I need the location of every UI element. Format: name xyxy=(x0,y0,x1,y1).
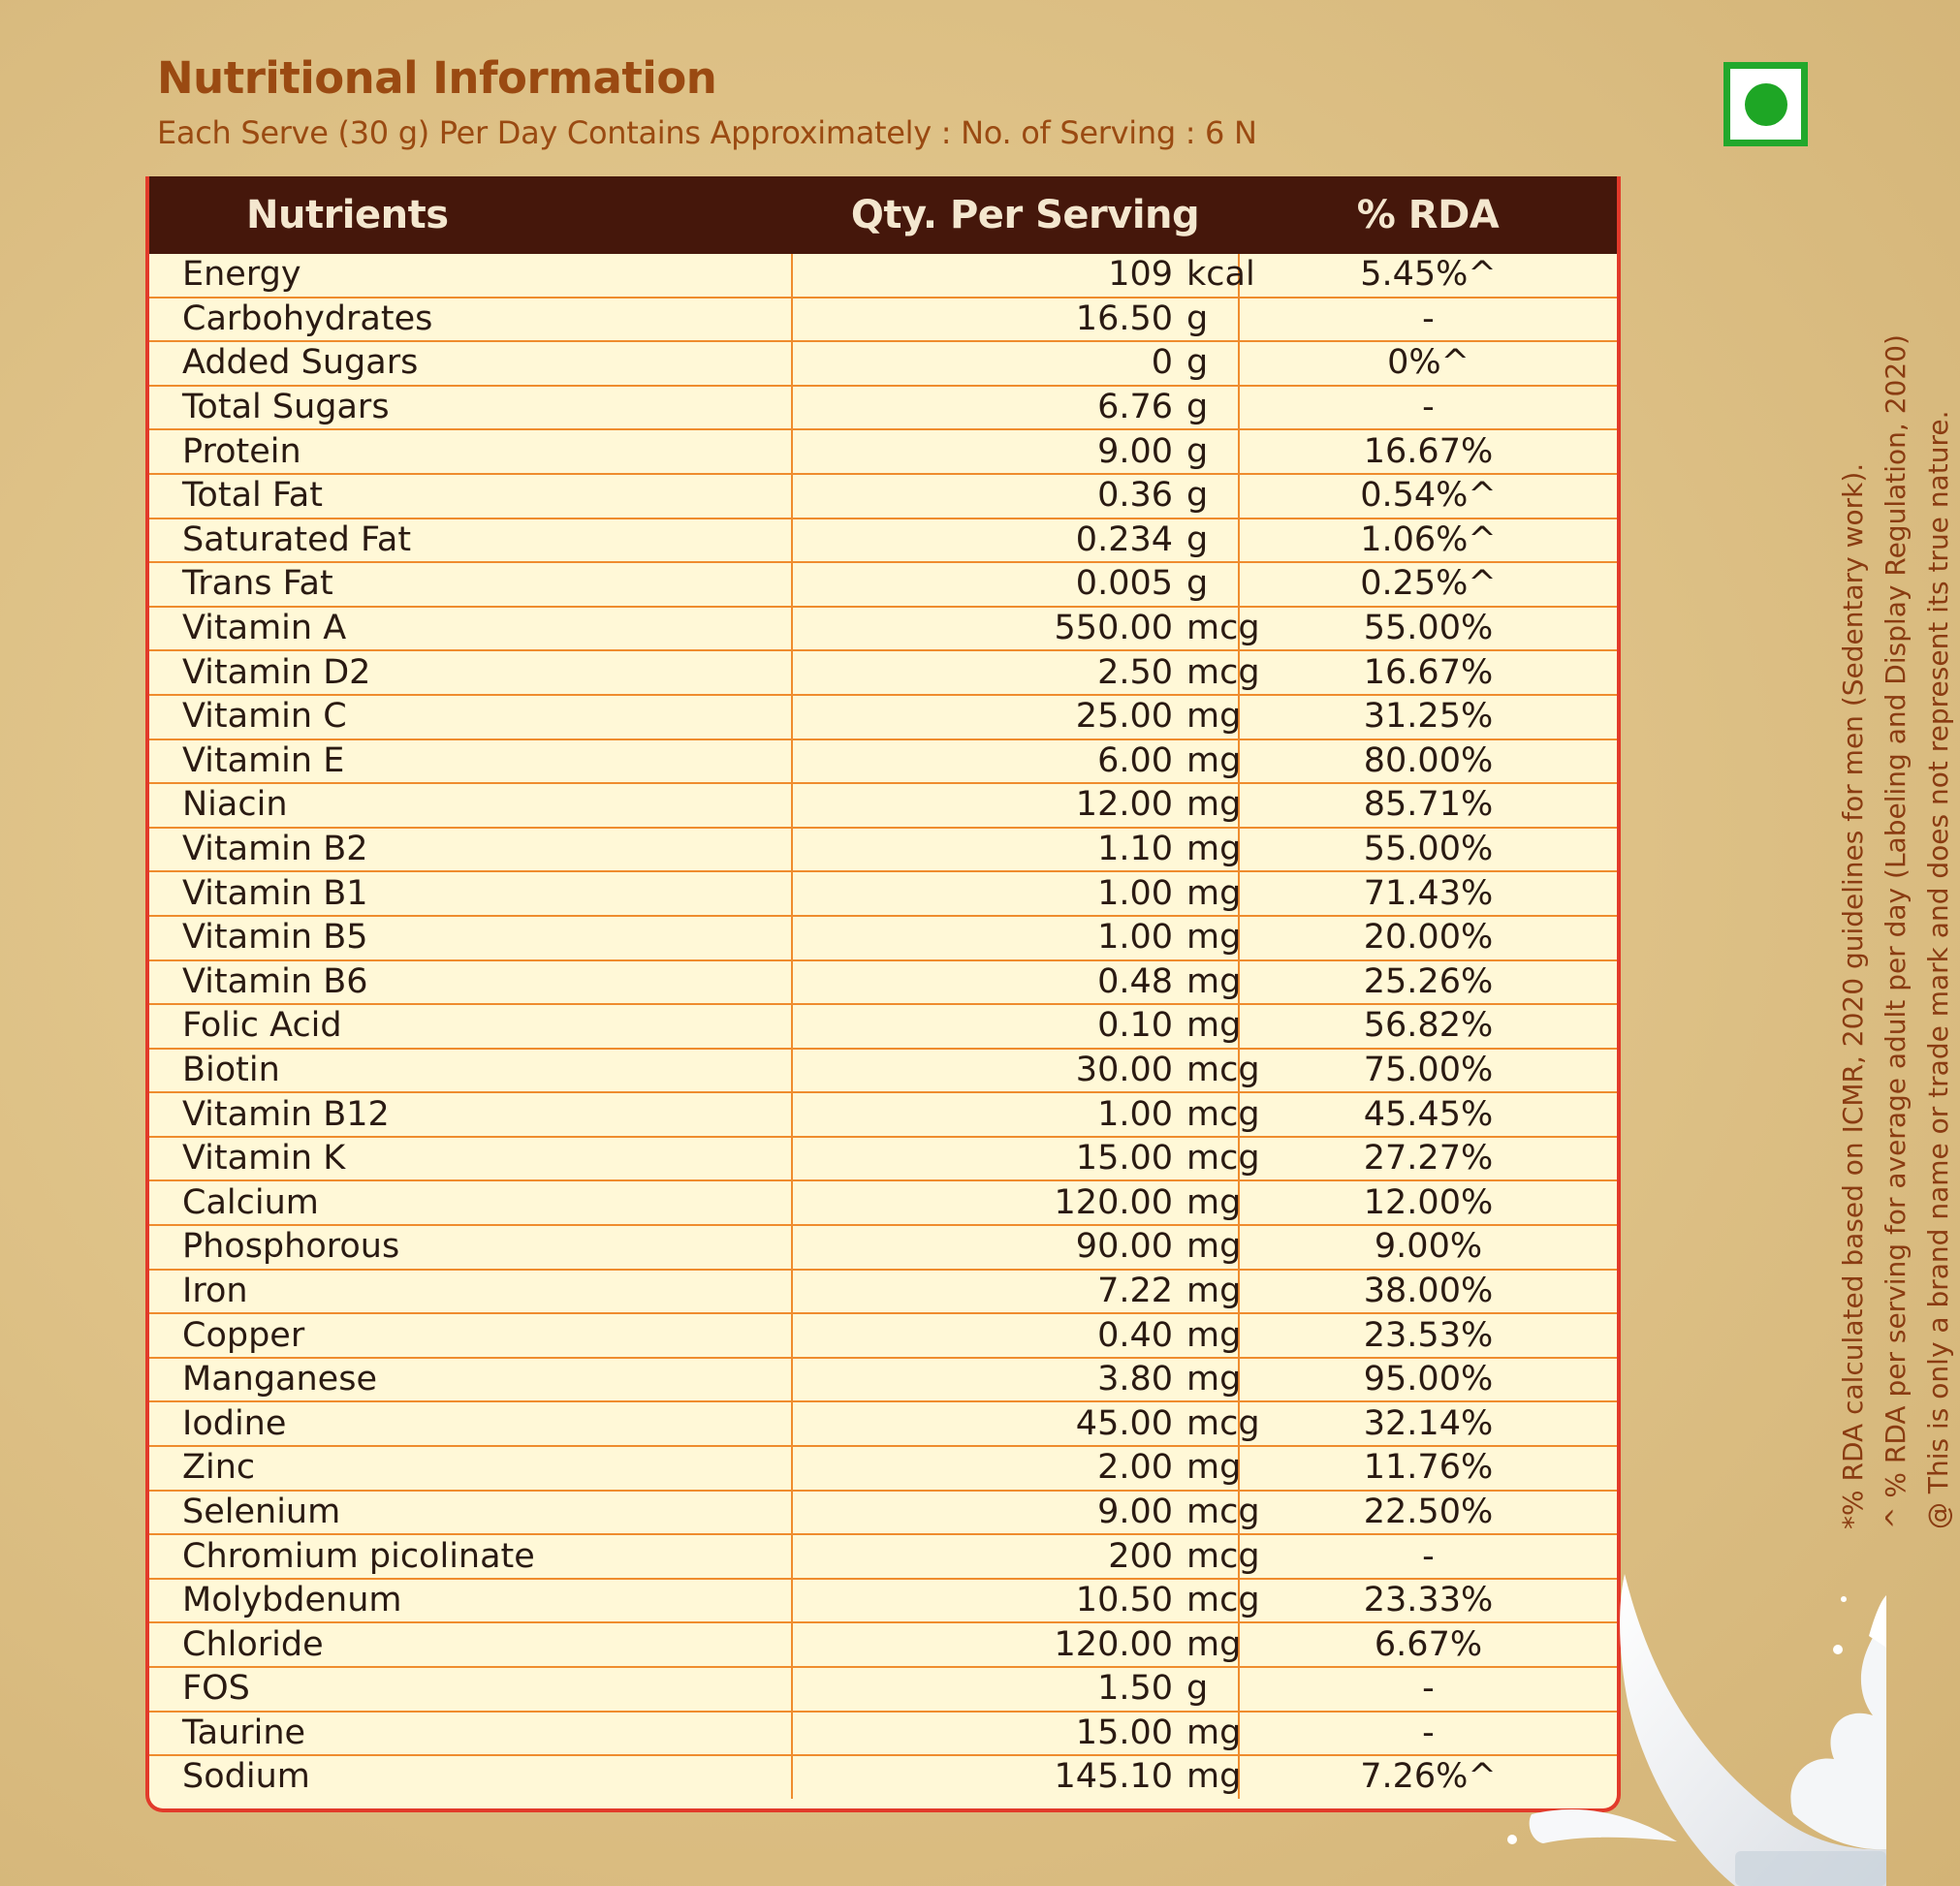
table-row xyxy=(149,695,1617,739)
nutrient-name: Saturated Fat xyxy=(149,519,792,563)
qty-value: 6.00 xyxy=(1097,740,1173,780)
table-row xyxy=(149,1225,1617,1270)
nutrient-name: Vitamin K xyxy=(149,1137,792,1181)
qty-value: 2.50 xyxy=(1097,652,1173,692)
nutrient-name: Taurine xyxy=(149,1712,792,1756)
qty-value: 1.00 xyxy=(1097,873,1173,913)
rda-value: - xyxy=(1239,1667,1617,1712)
rda-value: 12.00% xyxy=(1239,1180,1617,1225)
qty-per-serving xyxy=(792,1137,1260,1181)
qty-unit: mcg xyxy=(1186,609,1260,648)
rda-value: 85.71% xyxy=(1239,783,1617,828)
nutrition-table xyxy=(145,176,1621,1812)
table-row xyxy=(149,298,1617,342)
qty-value: 9.00 xyxy=(1097,1492,1173,1531)
nutrient-name: Copper xyxy=(149,1313,792,1358)
qty-unit: mcg xyxy=(1186,1536,1260,1576)
qty-unit: mg xyxy=(1186,740,1242,780)
qty-per-serving xyxy=(792,1534,1260,1579)
table-row xyxy=(149,960,1617,1005)
qty-per-serving xyxy=(792,1755,1242,1799)
rda-value: 95.00% xyxy=(1239,1358,1617,1402)
rda-value: 71.43% xyxy=(1239,871,1617,916)
qty-unit: mg xyxy=(1186,1227,1242,1267)
milk-splash-illustration xyxy=(1493,1560,1886,1886)
nutrient-name: Sodium xyxy=(149,1755,792,1799)
qty-unit: g xyxy=(1186,519,1209,559)
qty-per-serving xyxy=(792,695,1242,739)
nutrient-name: FOS xyxy=(149,1667,792,1712)
rda-value: 45.45% xyxy=(1239,1092,1617,1137)
qty-per-serving xyxy=(792,1358,1242,1402)
table-row xyxy=(149,1534,1617,1579)
qty-per-serving xyxy=(792,562,1239,607)
nutrient-name: Folic Acid xyxy=(149,1004,792,1049)
qty-unit: mg xyxy=(1186,1713,1242,1752)
qty-per-serving xyxy=(792,1401,1260,1446)
rda-value: 80.00% xyxy=(1239,739,1617,784)
qty-per-serving xyxy=(792,916,1242,960)
nutrient-name: Vitamin A xyxy=(149,607,792,651)
qty-unit: g xyxy=(1186,299,1209,338)
qty-per-serving xyxy=(792,1622,1242,1667)
qty-unit: mg xyxy=(1186,1624,1242,1664)
qty-unit: mcg xyxy=(1186,1139,1260,1179)
qty-per-serving xyxy=(792,783,1242,828)
qty-unit: mg xyxy=(1186,1360,1242,1399)
nutrient-name: Biotin xyxy=(149,1049,792,1093)
rda-value: 55.00% xyxy=(1239,607,1617,651)
qty-per-serving xyxy=(792,1446,1242,1491)
nutrient-name: Total Fat xyxy=(149,474,792,519)
table-header-row xyxy=(149,176,1617,254)
rda-value: - xyxy=(1239,298,1617,342)
rda-value: 16.67% xyxy=(1239,429,1617,474)
rda-value: 5.45%^ xyxy=(1360,255,1497,295)
table-row xyxy=(149,1755,1617,1799)
table-row xyxy=(149,739,1617,784)
nutrient-name: Iron xyxy=(149,1270,792,1314)
table-row xyxy=(149,1180,1617,1225)
page-title: Nutritional Information xyxy=(157,52,717,104)
qty-per-serving xyxy=(792,828,1242,872)
qty-unit: mg xyxy=(1186,1315,1242,1355)
qty-per-serving xyxy=(792,1049,1260,1093)
rda-value: 9.00% xyxy=(1239,1225,1617,1270)
qty-per-serving xyxy=(792,298,1239,342)
rda-value: - xyxy=(1239,386,1617,430)
table-row xyxy=(149,1313,1617,1358)
qty-value: 7.22 xyxy=(1097,1271,1173,1310)
table-row xyxy=(149,429,1617,474)
nutrient-name: Chromium picolinate xyxy=(149,1534,792,1579)
table-row xyxy=(149,783,1617,828)
qty-unit: mg xyxy=(1186,961,1242,1001)
footnote-labeling: ^ % RDA per serving for average adult per day (Labeling and Display Regulation, 2020) xyxy=(1880,334,1912,1529)
qty-per-serving xyxy=(792,607,1260,651)
table-row xyxy=(149,1446,1617,1491)
qty-per-serving xyxy=(792,519,1239,563)
table-row xyxy=(149,1270,1617,1314)
qty-value: 200 xyxy=(1108,1536,1173,1576)
table-row xyxy=(149,1049,1617,1093)
qty-value: 2.00 xyxy=(1097,1448,1173,1488)
qty-value: 1.10 xyxy=(1097,830,1173,869)
nutrient-name: Vitamin B2 xyxy=(149,828,792,872)
rda-value: 16.67% xyxy=(1239,650,1617,695)
table-row xyxy=(149,562,1617,607)
nutrient-name: Total Sugars xyxy=(149,386,792,430)
footnote-icmr: *% RDA calculated based on ICMR, 2020 guidelines for men (Sedentary work). xyxy=(1837,462,1869,1529)
table-body xyxy=(149,254,1617,1799)
qty-unit: g xyxy=(1186,343,1209,383)
nutrient-name: Vitamin D2 xyxy=(149,650,792,695)
qty-value: 145.10 xyxy=(1054,1757,1173,1797)
rda-value: 25.26% xyxy=(1239,960,1617,1005)
qty-unit: mg xyxy=(1186,1006,1242,1046)
qty-per-serving xyxy=(792,1180,1242,1225)
rda-value: 32.14% xyxy=(1239,1401,1617,1446)
qty-value: 0.36 xyxy=(1097,476,1173,516)
rda-value: 0.54%^ xyxy=(1239,474,1617,519)
rda-value: 11.76% xyxy=(1239,1446,1617,1491)
header-nutrients: Nutrients xyxy=(149,176,792,254)
rda-value: 38.00% xyxy=(1239,1270,1617,1314)
qty-per-serving xyxy=(792,386,1239,430)
qty-per-serving xyxy=(792,1092,1260,1137)
qty-unit: g xyxy=(1186,1669,1209,1709)
qty-value: 12.00 xyxy=(1075,785,1173,825)
qty-unit: mg xyxy=(1186,1448,1242,1488)
qty-value: 15.00 xyxy=(1075,1713,1173,1752)
qty-unit: mcg xyxy=(1186,1492,1260,1531)
qty-per-serving xyxy=(792,1270,1242,1314)
table-row xyxy=(149,519,1617,563)
qty-per-serving xyxy=(792,871,1242,916)
table-row xyxy=(149,1579,1617,1623)
table-row xyxy=(149,1092,1617,1137)
rda-value: 55.00% xyxy=(1239,828,1617,872)
nutrient-name: Added Sugars xyxy=(149,341,792,386)
rda-value: - xyxy=(1239,1712,1617,1756)
table-row xyxy=(149,1491,1617,1535)
qty-value: 10.50 xyxy=(1075,1581,1173,1620)
qty-value: 0 xyxy=(1151,343,1173,383)
qty-value: 30.00 xyxy=(1075,1050,1173,1089)
table-row xyxy=(149,254,1617,298)
serving-info: Each Serve (30 g) Per Day Contains Approximately : No. of Serving : 6 N xyxy=(157,114,1257,151)
table-row xyxy=(149,1667,1617,1712)
nutrient-name: Molybdenum xyxy=(149,1579,792,1623)
nutrient-name: Niacin xyxy=(149,783,792,828)
qty-value: 1.00 xyxy=(1097,1094,1173,1134)
qty-value: 120.00 xyxy=(1054,1182,1173,1222)
qty-per-serving xyxy=(792,1225,1242,1270)
veg-mark-dot xyxy=(1745,83,1787,126)
qty-unit: mg xyxy=(1186,785,1242,825)
qty-value: 109 xyxy=(1108,255,1173,295)
qty-unit: kcal xyxy=(1186,255,1255,295)
footnotes xyxy=(1832,76,1960,1529)
rda-value: - xyxy=(1239,1534,1617,1579)
nutrient-name: Chloride xyxy=(149,1622,792,1667)
qty-per-serving xyxy=(792,650,1260,695)
table-row xyxy=(149,1622,1617,1667)
rda-value: 0%^ xyxy=(1239,341,1617,386)
table-row xyxy=(149,1358,1617,1402)
qty-value: 45.00 xyxy=(1075,1403,1173,1443)
qty-per-serving xyxy=(792,429,1239,474)
qty-unit: g xyxy=(1186,388,1209,427)
nutrient-name: Selenium xyxy=(149,1491,792,1535)
qty-per-serving xyxy=(792,341,1239,386)
qty-unit: mg xyxy=(1186,830,1242,869)
qty-per-serving xyxy=(792,960,1242,1005)
qty-value: 1.50 xyxy=(1097,1669,1173,1709)
qty-unit: mcg xyxy=(1186,1581,1260,1620)
qty-value: 15.00 xyxy=(1075,1139,1173,1179)
qty-per-serving xyxy=(792,739,1242,784)
nutrient-name: Vitamin E xyxy=(149,739,792,784)
qty-unit: mcg xyxy=(1186,1050,1260,1089)
nutrient-name: Phosphorous xyxy=(149,1225,792,1270)
rda-value: 0.25%^ xyxy=(1239,562,1617,607)
qty-value: 0.40 xyxy=(1097,1315,1173,1355)
nutrient-name: Vitamin B5 xyxy=(149,916,792,960)
nutrient-name: Zinc xyxy=(149,1446,792,1491)
qty-per-serving xyxy=(792,1579,1260,1623)
qty-unit: mg xyxy=(1186,1182,1242,1222)
nutrient-name: Energy xyxy=(182,255,301,295)
rda-value: 6.67% xyxy=(1239,1622,1617,1667)
rda-value: 23.33% xyxy=(1239,1579,1617,1623)
rda-value: 27.27% xyxy=(1239,1137,1617,1181)
nutrient-name: Vitamin B6 xyxy=(149,960,792,1005)
qty-value: 0.234 xyxy=(1075,519,1173,559)
nutrient-name: Protein xyxy=(149,429,792,474)
qty-unit: g xyxy=(1186,476,1209,516)
nutrient-name: Manganese xyxy=(149,1358,792,1402)
table-row xyxy=(149,386,1617,430)
qty-value: 0.005 xyxy=(1075,564,1173,604)
qty-value: 25.00 xyxy=(1075,697,1173,737)
qty-unit: mg xyxy=(1186,918,1242,958)
qty-unit: mg xyxy=(1186,697,1242,737)
qty-value: 16.50 xyxy=(1075,299,1173,338)
footnote-trademark: @ This is only a brand name or trade mark and does not represent its true nature. xyxy=(1922,410,1954,1529)
qty-unit: mg xyxy=(1186,1757,1242,1797)
rda-value: 1.06%^ xyxy=(1239,519,1617,563)
qty-per-serving xyxy=(792,1313,1242,1358)
qty-per-serving xyxy=(792,254,1255,298)
nutrient-name: Carbohydrates xyxy=(149,298,792,342)
qty-unit: mcg xyxy=(1186,1403,1260,1443)
rda-value: 75.00% xyxy=(1239,1049,1617,1093)
rda-value: 56.82% xyxy=(1239,1004,1617,1049)
nutrition-table-grid xyxy=(149,176,1617,1799)
qty-value: 1.00 xyxy=(1097,918,1173,958)
table-row xyxy=(149,1712,1617,1756)
nutrient-name: Vitamin B12 xyxy=(149,1092,792,1137)
qty-unit: g xyxy=(1186,431,1209,471)
table-row xyxy=(149,341,1617,386)
nutrient-name: Iodine xyxy=(149,1401,792,1446)
qty-unit: mcg xyxy=(1186,1094,1260,1134)
qty-value: 0.10 xyxy=(1097,1006,1173,1046)
rda-value: 7.26%^ xyxy=(1239,1755,1617,1799)
qty-per-serving xyxy=(792,1667,1239,1712)
qty-value: 120.00 xyxy=(1054,1624,1173,1664)
nutrient-name: Vitamin B1 xyxy=(149,871,792,916)
rda-value: 23.53% xyxy=(1239,1313,1617,1358)
qty-value: 0.48 xyxy=(1097,961,1173,1001)
qty-value: 9.00 xyxy=(1097,431,1173,471)
qty-per-serving xyxy=(792,1712,1242,1756)
nutrient-name: Vitamin C xyxy=(149,695,792,739)
qty-per-serving xyxy=(792,474,1239,519)
header-qty-per-serving: Qty. Per Serving xyxy=(792,176,1239,254)
table-row xyxy=(149,871,1617,916)
qty-unit: mg xyxy=(1186,1271,1242,1310)
table-row xyxy=(149,650,1617,695)
qty-value: 550.00 xyxy=(1054,609,1173,648)
rda-value: 20.00% xyxy=(1239,916,1617,960)
qty-per-serving xyxy=(792,1004,1242,1049)
table-row xyxy=(149,474,1617,519)
nutrient-name: Trans Fat xyxy=(149,562,792,607)
table-row xyxy=(149,1401,1617,1446)
qty-value: 6.76 xyxy=(1097,388,1173,427)
qty-unit: mcg xyxy=(1186,652,1260,692)
nutrient-name: Calcium xyxy=(149,1180,792,1225)
qty-value: 90.00 xyxy=(1075,1227,1173,1267)
rda-value: 22.50% xyxy=(1239,1491,1617,1535)
table-row xyxy=(149,828,1617,872)
header-rda: % RDA xyxy=(1239,176,1617,254)
table-row xyxy=(149,1137,1617,1181)
qty-unit: mg xyxy=(1186,873,1242,913)
qty-per-serving xyxy=(792,1491,1260,1535)
rda-value: 31.25% xyxy=(1239,695,1617,739)
qty-unit: g xyxy=(1186,564,1209,604)
table-row xyxy=(149,607,1617,651)
table-row xyxy=(149,916,1617,960)
table-row xyxy=(149,1004,1617,1049)
qty-value: 3.80 xyxy=(1097,1360,1173,1399)
veg-mark-icon xyxy=(1723,62,1808,146)
